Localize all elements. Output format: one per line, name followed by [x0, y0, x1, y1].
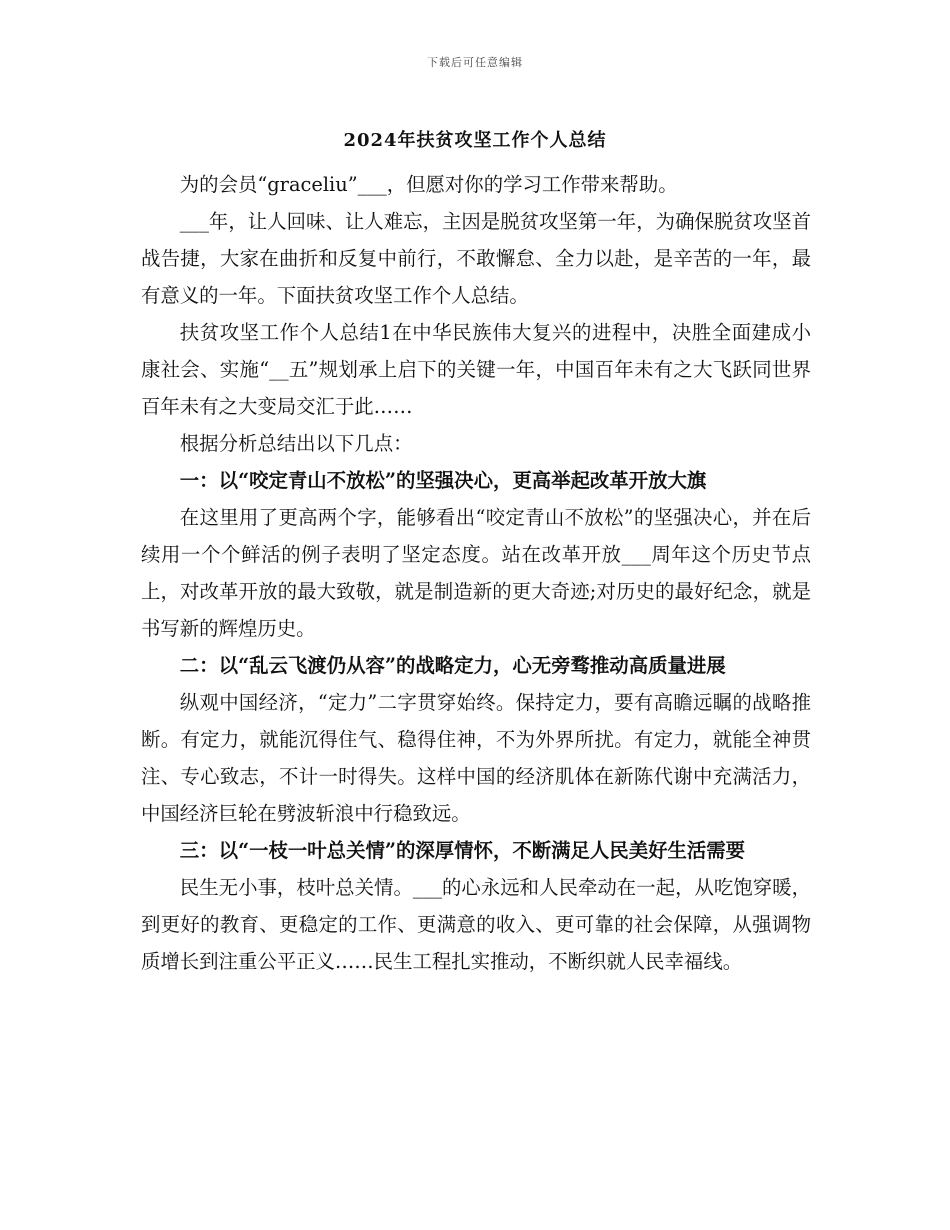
document-body [141, 166, 811, 980]
section-heading-3: 三：以“一枝一叶总关情”的深厚情怀，不断满足人民美好生活需要 [179, 839, 746, 862]
paragraph-section-1: 在这里用了更高两个字，能够看出“咬定青山不放松”的坚强决心，并在后续用一个个鲜活的例子表明了坚定态度。站在改革开放___周年这个历史节点上，对改革开放的最大致敬，就是制造新的更大奇迹;对历史的最好纪念，就是书写新的辉煌历史。 [141, 506, 811, 640]
paragraph-section-3: 民生无小事，枝叶总关情。___的心永远和人民牵动在一起，从吃饱穿暖，到更好的教育、更稳定的工作、更满意的收入、更可靠的社会保障，从强调物质增长到注重公平正义……民生工程扎实推动，不断织就人民幸福线。 [141, 876, 811, 973]
document-title: 2024年扶贫攻坚工作个人总结 [343, 130, 607, 151]
paragraph-intro: 为的会员“graceliu”___，但愿对你的学习工作带来帮助。 [179, 173, 678, 196]
section-heading-1: 一：以“咬定青山不放松”的坚强决心，更高举起改革开放大旗 [179, 469, 707, 492]
paragraph-summary-1: 扶贫攻坚工作个人总结1在中华民族伟大复兴的进程中，决胜全面建成小康社会、实施“__五”规划承上启下的关键一年，中国百年未有之大飞跃同世界百年未有之大变局交汇于此…… [141, 321, 811, 418]
paragraph-year-review: ___年，让人回味、让人难忘，主因是脱贫攻坚第一年，为确保脱贫攻坚首战告捷，大家在曲折和反复中前行，不敢懈怠、全力以赴，是辛苦的一年，最有意义的一年。下面扶贫攻坚工作个人总结。 [141, 210, 811, 307]
paragraph-points-lead: 根据分析总结出以下几点： [179, 432, 413, 455]
page-header-note: 下载后可任意编辑 [427, 56, 523, 69]
paragraph-section-2: 纵观中国经济，“定力”二字贯穿始终。保持定力，要有高瞻远瞩的战略推断。有定力，就能沉得住气、稳得住神，不为外界所扰。有定力，就能全神贯注、专心致志，不计一时得失。这样中国的经济肌体在新陈代谢中充满活力，中国经济巨轮在劈波斩浪中行稳致远。 [141, 691, 811, 825]
section-heading-2: 二：以“乱云飞渡仍从容”的战略定力，心无旁骛推动高质量进展 [179, 654, 726, 677]
